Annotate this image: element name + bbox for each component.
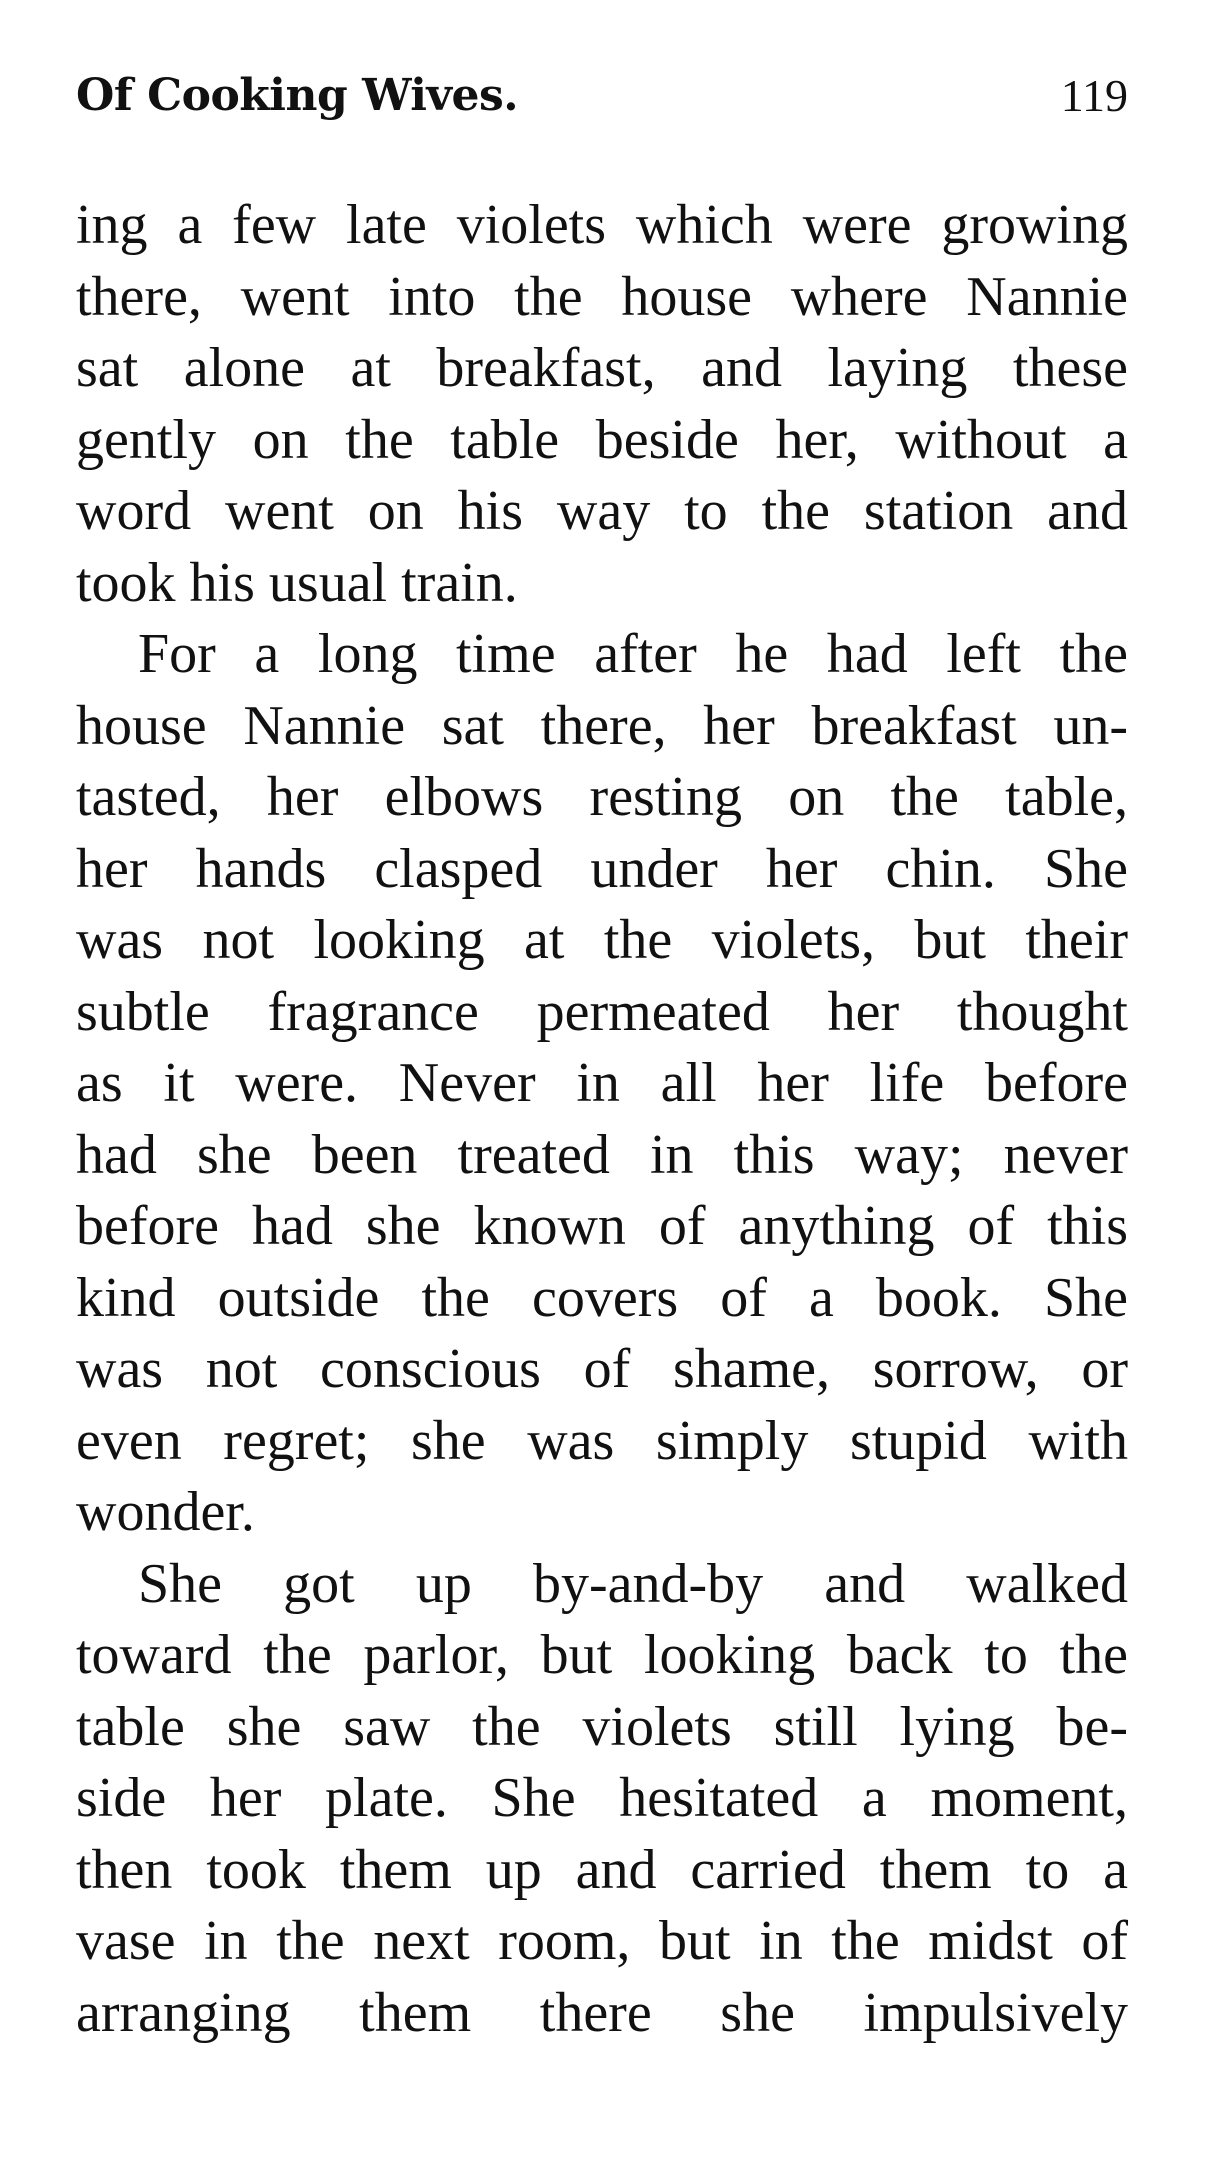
- text-line: her hands clasped under her chin. She: [76, 837, 1128, 900]
- text-line: had she been treated in this way; never: [76, 1123, 1128, 1186]
- running-title: Of Cooking Wives.: [76, 70, 519, 121]
- text-line: before had she known of anything of this: [76, 1195, 1128, 1257]
- text-line: wonder.: [76, 1481, 255, 1543]
- text-line: arranging them there she impulsively: [76, 1981, 1128, 2044]
- text-line: She got up by-and-by and walked: [138, 1552, 1128, 1615]
- text-line: tasted, her elbows resting on the table,: [76, 766, 1128, 828]
- page-number: 119: [1060, 70, 1128, 121]
- text-line: table she saw the violets still lying be-: [76, 1695, 1128, 1758]
- text-line: took his usual train.: [76, 551, 518, 614]
- text-line: side her plate. She hesitated a moment,: [76, 1767, 1128, 1829]
- text-line: house Nannie sat there, her breakfast un-: [76, 694, 1128, 757]
- text-line: then took them up and carried them to a: [76, 1838, 1128, 1901]
- text-line: sat alone at breakfast, and laying these: [76, 337, 1128, 399]
- text-line: even regret; she was simply stupid with: [76, 1409, 1128, 1472]
- text-line: kind outside the covers of a book. She: [76, 1266, 1128, 1329]
- text-line: as it were. Never in all her life before: [76, 1052, 1128, 1114]
- text-line: was not conscious of shame, sorrow, or: [76, 1338, 1128, 1400]
- text-line: subtle fragrance permeated her thought: [76, 980, 1128, 1043]
- running-head: [76, 64, 1128, 128]
- text-line: For a long time after he had left the: [138, 623, 1128, 685]
- text-line: gently on the table beside her, without a: [76, 408, 1128, 471]
- text-line: was not looking at the violets, but their: [76, 909, 1128, 971]
- text-line: word went on his way to the station and: [76, 480, 1128, 542]
- body-text: [76, 190, 1128, 2049]
- text-line: there, went into the house where Nannie: [76, 265, 1128, 328]
- text-line: vase in the next room, but in the midst of: [76, 1910, 1128, 1972]
- text-line: toward the parlor, but looking back to the: [76, 1624, 1128, 1686]
- text-line: ing a few late violets which were growing: [76, 194, 1128, 256]
